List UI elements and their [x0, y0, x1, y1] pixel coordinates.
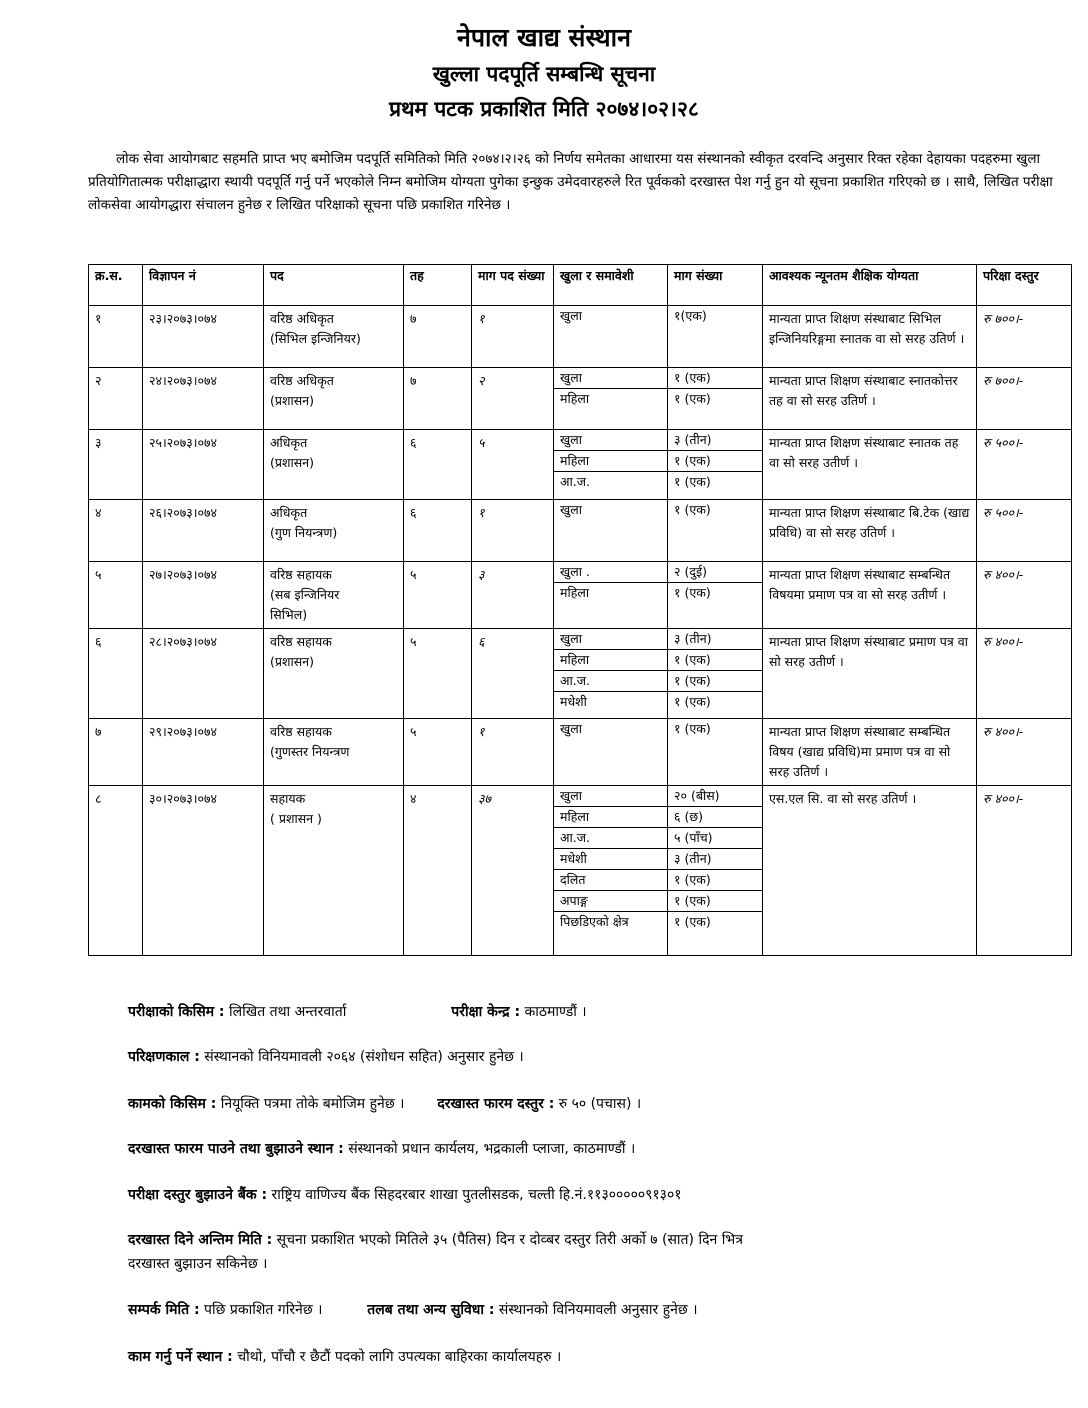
quota-count: १ (एक)	[668, 671, 762, 692]
quota-type: खुला .	[554, 562, 667, 583]
quota-count: १(एक)	[674, 308, 707, 323]
cell-post	[264, 562, 404, 629]
cell-qualification: एस.एल सि. वा सो सरह उतिर्ण ।	[763, 786, 977, 956]
work-type-line	[128, 1092, 1028, 1116]
work-type-value: नियूक्ति पत्रमा तोके बमोजिम हुनेछ ।	[220, 1096, 405, 1112]
quota-type: खुला	[560, 502, 582, 517]
cell-level: ५	[404, 562, 472, 629]
post-line: वरिष्ठ अधिकृत	[270, 373, 334, 388]
quota-count: १ (एक)	[668, 368, 762, 389]
quota-type: मधेशी	[554, 849, 667, 870]
cell-adv-no: २६।२०७३।०७४	[143, 500, 264, 562]
cell-adv-no: २४।२०७३।०७४	[143, 368, 264, 430]
cell-post	[264, 629, 404, 719]
deadline-value: सूचना प्रकाशित भएको मितिले ३५ (पैतिस) दिन र दोव्बर दस्तुर तिरी अर्को ७ (सात) दिन भित्र	[276, 1232, 743, 1248]
quota-count: ६ (छ)	[668, 807, 762, 828]
cell-demand: ३	[472, 562, 554, 629]
cell-post	[264, 719, 404, 786]
cell-exam-fee: रु ५००।-	[977, 430, 1072, 500]
quota-count: ५ (पाँच)	[668, 828, 762, 849]
cell-exam-fee: रु ४००।-	[977, 719, 1072, 786]
cell-level: ५	[404, 719, 472, 786]
cell-qualification: मान्यता प्राप्त शिक्षण संस्थाबाट सम्बन्धित विषयमा प्रमाण पत्र वा सो सरह उतीर्ण ।	[763, 562, 977, 629]
publish-date: प्रथम पटक प्रकाशित मिति २०७४।०२।२८	[389, 97, 699, 121]
table-row	[89, 786, 1072, 956]
notice-subject: खुल्ला पदपूर्ति सम्बन्धि सूचना	[432, 62, 656, 86]
cell-quota-count	[668, 306, 763, 368]
work-type-label: कामको किसिम :	[128, 1096, 217, 1112]
cell-quota-type	[554, 306, 668, 368]
quota-count: ३ (तीन)	[668, 849, 762, 870]
cell-qualification: मान्यता प्राप्त शिक्षण संस्थाबाट सम्बन्धित विषय (खाद्य प्रविधि)मा प्रमाण पत्र वा सो सरह उतिर्ण ।	[763, 719, 977, 786]
cell-exam-fee: रु ४००।-	[977, 562, 1072, 629]
quota-count: १ (एक)	[668, 870, 762, 891]
cell-exam-fee: रु ४००।-	[977, 786, 1072, 956]
post-line: सिभिल)	[270, 607, 308, 622]
deadline-value-continued: दरखास्त बुझाउन सकिनेछ ।	[128, 1256, 268, 1272]
cell-quota-type	[554, 430, 668, 500]
post-line: अधिकृत	[270, 505, 308, 520]
quota-count: २० (बीस)	[668, 786, 762, 807]
post-line: वरिष्ठ सहायक	[270, 724, 332, 739]
quota-type: खुला	[560, 308, 582, 323]
bank-line	[128, 1183, 1028, 1207]
cell-qualification: मान्यता प्राप्त शिक्षण संस्थाबाट सिभिल इन्जिनियरिङ्गमा स्नातक वा सो सरह उतिर्ण ।	[763, 306, 977, 368]
quota-type: महिला	[560, 391, 590, 406]
cell-qualification: मान्यता प्राप्त शिक्षण संस्थाबाट बि.टेक (खाद्य प्रविधि) वा सो सरह उतिर्ण ।	[763, 500, 977, 562]
form-place-value: संस्थानको प्रधान कार्यलय, भद्रकाली प्लाजा, काठमाण्डौं ।	[348, 1141, 636, 1157]
cell-sn: २	[89, 368, 143, 430]
cell-quota-count	[668, 500, 763, 562]
post-line: ( प्रशासन )	[270, 811, 322, 826]
cell-quota-type	[554, 500, 668, 562]
probation-line	[128, 1045, 1028, 1069]
form-place-label: दरखास्त फारम पाउने तथा बुझाउने स्थान :	[128, 1141, 344, 1157]
quota-type: खुला	[554, 629, 667, 650]
quota-type: महिला	[554, 451, 667, 472]
post-line: (प्रशासन)	[270, 654, 314, 669]
cell-qualification: मान्यता प्राप्त शिक्षण संस्थाबाट स्नातकोत्तर तह वा सो सरह उतिर्ण ।	[763, 368, 977, 430]
quota-count: १ (एक)	[674, 502, 711, 517]
cell-sn: १	[89, 306, 143, 368]
quota-type: महिला	[560, 585, 590, 600]
cell-quota-type	[554, 368, 668, 430]
contact-line	[128, 1298, 1028, 1322]
vacancy-table	[88, 264, 1072, 956]
cell-demand: ६	[472, 629, 554, 719]
table-row	[89, 430, 1072, 500]
cell-post	[264, 786, 404, 956]
cell-level: ५	[404, 629, 472, 719]
cell-sn: ३	[89, 430, 143, 500]
salary-value: संस्थानको विनियमावली अनुसार हुनेछ ।	[498, 1302, 698, 1318]
deadline-line	[128, 1228, 1028, 1276]
quota-count: १ (एक)	[674, 585, 711, 600]
header-level: तह	[404, 265, 472, 306]
table-row	[89, 719, 1072, 786]
table-row	[89, 306, 1072, 368]
cell-adv-no: ३०।२०७३।०७४	[143, 786, 264, 956]
cell-post	[264, 306, 404, 368]
header-qualification: आवश्यक न्यूनतम शैक्षिक योग्यता	[763, 265, 977, 306]
exam-center-value: काठमाण्डौं ।	[524, 1004, 587, 1020]
quota-type: पिछडिएको क्षेत्र	[560, 914, 629, 929]
quota-type: आ.ज.	[554, 671, 667, 692]
post-line: (सब इन्जिनियर	[270, 587, 340, 602]
quota-type: आ.ज.	[554, 828, 667, 849]
cell-qualification: मान्यता प्राप्त शिक्षण संस्थाबाट प्रमाण पत्र वा सो सरह उतीर्ण ।	[763, 629, 977, 719]
form-fee-value: रु ५० (पचास) ।	[558, 1096, 642, 1112]
header-post: पद	[264, 265, 404, 306]
table-header-row	[89, 265, 1072, 306]
cell-adv-no: २५।२०७३।०७४	[143, 430, 264, 500]
cell-quota-count	[668, 786, 763, 956]
cell-adv-no: २८।२०७३।०७४	[143, 629, 264, 719]
cell-demand: १	[472, 306, 554, 368]
cell-quota-count	[668, 562, 763, 629]
quota-count: ३ (तीन)	[668, 430, 762, 451]
quota-type: मधेशी	[560, 694, 587, 709]
quota-count: १ (एक)	[674, 914, 711, 929]
form-fee-label: दरखास्त फारम दस्तुर :	[437, 1096, 555, 1112]
workplace-value: चौथो, पाँचौ र छैटौं पदको लागि उपत्यका बाहिरका कार्यालयहरु ।	[237, 1349, 562, 1365]
cell-adv-no: २३।२०७३।०७४	[143, 306, 264, 368]
cell-sn: ८	[89, 786, 143, 956]
exam-type-value: लिखित तथा अन्तरवार्ता	[229, 1004, 347, 1020]
cell-post	[264, 368, 404, 430]
header-quota-type: खुला र समावेशी	[554, 265, 668, 306]
contact-label: सम्पर्क मिति :	[128, 1302, 200, 1318]
table-row	[89, 629, 1072, 719]
quota-count: १ (एक)	[674, 694, 711, 709]
deadline-label: दरखास्त दिने अन्तिम मिति :	[128, 1232, 273, 1248]
cell-qualification: मान्यता प्राप्त शिक्षण संस्थाबाट स्नातक तह वा सो सरह उतीर्ण ।	[763, 430, 977, 500]
quota-type: खुला	[554, 430, 667, 451]
post-line: (प्रशासन)	[270, 393, 314, 408]
cell-sn: ४	[89, 500, 143, 562]
header-exam-fee: परिक्षा दस्तुर	[977, 265, 1072, 306]
post-line: (सिभिल इन्जिनियर)	[270, 331, 361, 346]
probation-label: परिक्षणकाल :	[128, 1049, 200, 1065]
quota-type: अपाङ्ग	[554, 891, 667, 912]
cell-quota-count	[668, 368, 763, 430]
table-row	[89, 368, 1072, 430]
post-line: (गुणस्तर नियन्त्रण	[270, 744, 350, 759]
post-line: (गुण नियन्त्रण)	[270, 525, 338, 540]
organization-title: नेपाल खाद्य संस्थान	[456, 23, 632, 52]
cell-level: ४	[404, 786, 472, 956]
quota-type: दलित	[554, 870, 667, 891]
cell-sn: ५	[89, 562, 143, 629]
quota-type: आ.ज.	[560, 474, 590, 489]
cell-quota-type	[554, 562, 668, 629]
cell-quota-type	[554, 786, 668, 956]
table-row	[89, 562, 1072, 629]
quota-count: १ (एक)	[674, 391, 711, 406]
quota-count: १ (एक)	[674, 721, 711, 736]
cell-exam-fee: रु ७००।-	[977, 306, 1072, 368]
cell-demand: ५	[472, 430, 554, 500]
cell-post	[264, 500, 404, 562]
cell-demand: १	[472, 719, 554, 786]
workplace-label: काम गर्नु पर्ने स्थान :	[128, 1349, 233, 1365]
post-line: अधिकृत	[270, 435, 308, 450]
cell-quota-count	[668, 430, 763, 500]
quota-type: महिला	[554, 650, 667, 671]
post-line: वरिष्ठ सहायक	[270, 634, 332, 649]
post-line: (प्रशासन)	[270, 455, 314, 470]
probation-value: संस्थानको विनियमावली २०६४ (संशोधन सहित) अनुसार हुनेछ ।	[204, 1049, 524, 1065]
cell-demand: २	[472, 368, 554, 430]
cell-quota-type	[554, 629, 668, 719]
header-sn: क्र.स.	[89, 265, 143, 306]
exam-center-label: परीक्षा केन्द्र :	[451, 1004, 521, 1020]
header-quota-count: माग संख्या	[668, 265, 763, 306]
cell-exam-fee: रु ५००।-	[977, 500, 1072, 562]
quota-count: १ (एक)	[668, 650, 762, 671]
cell-exam-fee: रु ७००।-	[977, 368, 1072, 430]
header-adv-no: विज्ञापन नं	[143, 265, 264, 306]
post-line: वरिष्ठ सहायक	[270, 567, 332, 582]
cell-level: ७	[404, 306, 472, 368]
cell-sn: ७	[89, 719, 143, 786]
cell-level: ७	[404, 368, 472, 430]
bank-label: परीक्षा दस्तुर बुझाउने बैंक :	[128, 1187, 268, 1203]
exam-type-label: परीक्षाको किसिम :	[128, 1004, 225, 1020]
bank-value: राष्ट्रिय वाणिज्य बैंक सिहदरबार शाखा पुतलीसडक, चल्ती हि.नं.११३०००००९१३०१	[271, 1187, 682, 1203]
quota-type: महिला	[554, 807, 667, 828]
cell-exam-fee: रु ४००।-	[977, 629, 1072, 719]
post-line: वरिष्ठ अधिकृत	[270, 311, 334, 326]
cell-level: ६	[404, 500, 472, 562]
workplace-line	[128, 1345, 1028, 1369]
table-row	[89, 500, 1072, 562]
cell-demand: १	[472, 500, 554, 562]
salary-label: तलब तथा अन्य सुविधा :	[367, 1302, 495, 1318]
quota-type: खुला	[554, 368, 667, 389]
cell-adv-no: २७।२०७३।०७४	[143, 562, 264, 629]
contact-value: पछि प्रकाशित गरिनेछ ।	[204, 1302, 323, 1318]
cell-quota-count	[668, 719, 763, 786]
post-line: सहायक	[270, 791, 306, 806]
cell-sn: ६	[89, 629, 143, 719]
header-demand: माग पद संख्या	[472, 265, 554, 306]
quota-type: खुला	[554, 786, 667, 807]
cell-quota-type	[554, 719, 668, 786]
cell-quota-count	[668, 629, 763, 719]
intro-paragraph: लोक सेवा आयोगबाट सहमति प्राप्त भए बमोजिम पदपूर्ति समितिको मिति २०७४।२।२६ को निर्णय समेतका आधारमा यस संस्थानको स्वीकृत दरवन्दि अनुसार रिक्त रहेका देहायका पदहरुमा खुला प्रतियोगितात्मक परीक्षाद्धारा स्थायी पदपूर्ति गर्नु पर्ने भएकोले निम्न बमोजिम योग्यता पुगेका इन्छुक उमेदवारहरुले रित पूर्वकको दरखास्त पेश गर्नु हुन यो सूचना प्रकाशित गरिएको छ । साथै, लिखित परीक्षा लोकसेवा आयोगद्धारा संचालन हुनेछ र लिखित परिक्षाको सूचना पछि प्रकाशित गरिनेछ ।	[88, 151, 1053, 213]
cell-demand: ३७	[472, 786, 554, 956]
quota-count: १ (एक)	[668, 891, 762, 912]
quota-count: १ (एक)	[674, 474, 711, 489]
quota-type: खुला	[560, 721, 582, 736]
cell-post	[264, 430, 404, 500]
form-place-line	[128, 1137, 1028, 1161]
quota-count: ३ (तीन)	[668, 629, 762, 650]
cell-adv-no: २९।२०७३।०७४	[143, 719, 264, 786]
cell-level: ६	[404, 430, 472, 500]
quota-count: २ (दुई)	[668, 562, 762, 583]
exam-type-line	[128, 1000, 1028, 1024]
quota-count: १ (एक)	[668, 451, 762, 472]
